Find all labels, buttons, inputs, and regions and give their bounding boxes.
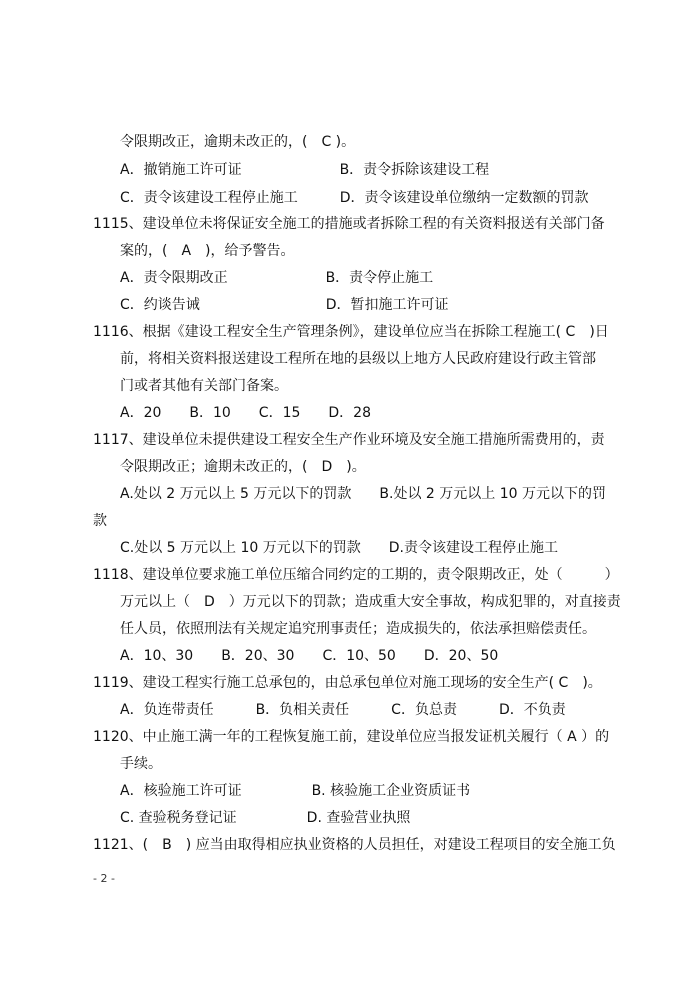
- text-line: A．责令限期改正 B．责令停止施工: [120, 270, 434, 286]
- text-line: 1115、建设单位未将保证安全施工的措施或者拆除工程的有关资料报送有关部门备: [93, 216, 605, 232]
- text-line: A．10、30 B．20、30 C．10、50 D．20、50: [120, 648, 499, 664]
- text-line: A.处以 2 万元以上 5 万元以下的罚款 B.处以 2 万元以上 10 万元以下的罚: [120, 486, 606, 502]
- text-line: 门或者其他有关部门备案。: [120, 378, 288, 394]
- text-line: 任人员，依照刑法有关规定追究刑事责任；造成损失的，依法承担赔偿责任。: [120, 621, 596, 637]
- text-line: A．负连带责任 B．负相关责任 C．负总责 D．不负责: [120, 702, 566, 718]
- text-line: 1117、建设单位未提供建设工程安全生产作业环境及安全施工措施所需费用的，责: [93, 432, 605, 448]
- text-line: 前，将相关资料报送建设工程所在地的县级以上地方人民政府建设行政主管部: [120, 351, 596, 367]
- text-line: 款: [93, 513, 107, 529]
- text-line: 1116、根据《建设工程安全生产管理条例》，建设单位应当在拆除工程施工( C )日: [93, 324, 609, 340]
- text-line: 1119、建设工程实行施工总承包的，由总承包单位对施工现场的安全生产( C )。: [93, 675, 602, 691]
- text-line: 手续。: [120, 756, 162, 772]
- text-line: C. 查验税务登记证 D. 查验营业执照: [120, 810, 411, 826]
- text-line: A．核验施工许可证 B. 核验施工企业资质证书: [120, 783, 471, 799]
- text-line: C．责令该建设工程停止施工 D．责令该建设单位缴纳一定数额的罚款: [120, 190, 589, 206]
- text-line: C.处以 5 万元以上 10 万元以下的罚款 D.责令该建设工程停止施工: [120, 540, 558, 556]
- page-number: - 2 -: [93, 872, 115, 885]
- text-line: 万元以上（ D ）万元以下的罚款；造成重大安全事故，构成犯罪的，对直接责: [120, 594, 621, 610]
- text-line: 案的，( A )，给予警告。: [120, 243, 295, 259]
- text-line: C．约谈告诫 D．暂扣施工许可证: [120, 297, 449, 313]
- text-line: 令限期改正，逾期未改正的，( C )。: [120, 134, 356, 150]
- text-line: 1121、( B ) 应当由取得相应执业资格的人员担任，对建设工程项目的安全施工负: [93, 837, 616, 853]
- text-line: A．20 B．10 C．15 D．28: [120, 405, 371, 421]
- text-line: 令限期改正；逾期未改正的，( D )。: [120, 459, 366, 475]
- text-line: A．撤销施工许可证 B．责令拆除该建设工程: [120, 162, 490, 178]
- text-line: 1118、建设单位要求施工单位压缩合同约定的工期的，责令限期改正，处（ ）: [93, 567, 619, 583]
- text-line: 1120、中止施工满一年的工程恢复施工前，建设单位应当报发证机关履行（ A ）的: [93, 729, 610, 745]
